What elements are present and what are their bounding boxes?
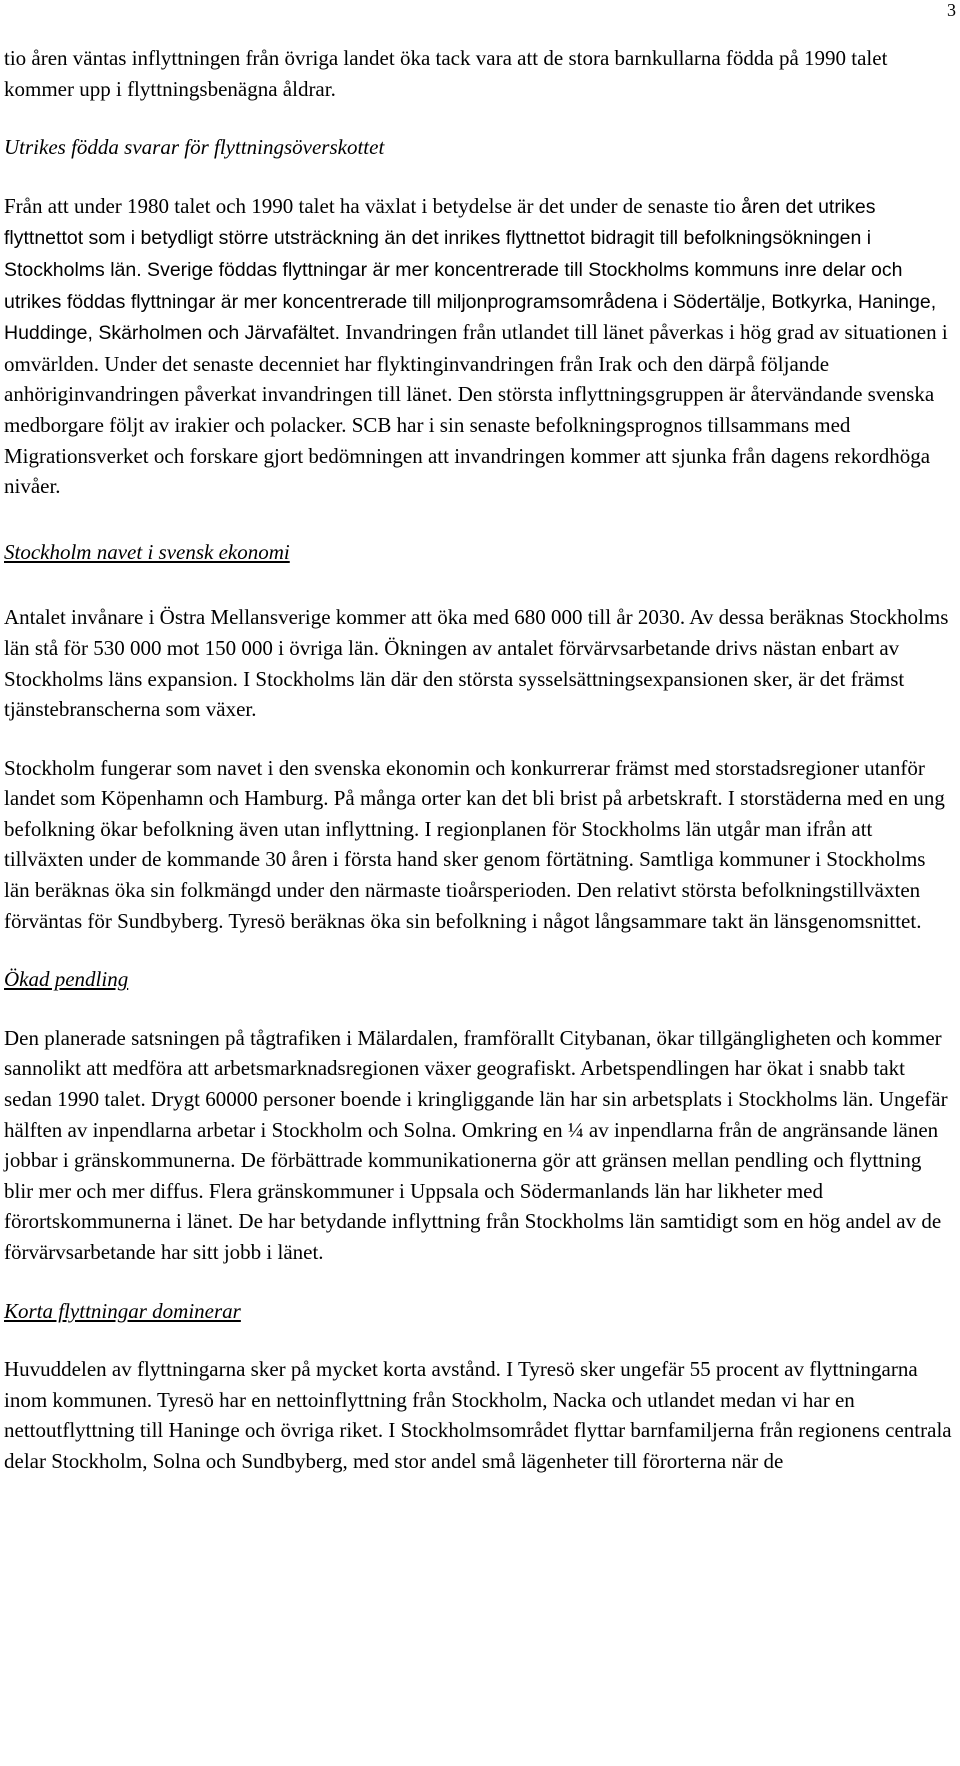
heading-korta-flyttningar: Korta flyttningar dominerar <box>4 1298 241 1323</box>
paragraph-utrikes-fodda <box>4 191 952 502</box>
paragraph-stockholm-2: Stockholm fungerar som navet i den svenska ekonomin och konkurrerar främst med storstadsregioner utanför landet som Köpenhamn och Hamburg. På många orter kan det bli brist på arbetskraft. I storstäderna med en ung befolkning ökar befolkning även utan inflyttning. I regionplanen för Stockholms län utgår man ifrån att tillväxten under de kommande 30 åren i första hand sker genom förtätning. Samtliga kommuner i Stockholms län beräknas öka sin folkmängd under den närmaste tioårsperioden. Den relativt största befolkningstillväxten förväntas för Sundbyberg. Tyresö beräknas öka sin befolkning i något långsammare takt än länsgenomsnittet. <box>4 755 945 933</box>
heading-stockholm-navet: Stockholm navet i svensk ekonomi <box>4 539 290 564</box>
paragraph-stockholm-1: Antalet invånare i Östra Mellansverige kommer att öka med 680 000 till år 2030. Av dessa beräknas Stockholms län stå för 530 000 mot 150 000 i övriga län. Ökningen av antalet förvärvsarbetande drivs nästan enbart av Stockholms läns expansion. I Stockholms län där den största sysselsättningsexpansionen sker, är det främst tjänstebranscherna som växer. <box>4 605 949 722</box>
intro-paragraph: tio åren väntas inflyttningen från övriga landet öka tack vara att de stora barnkullarna födda på 1990 talet kommer upp i flyttningsbenägna åldrar. <box>4 46 888 101</box>
heading-utrikes-fodda: Utrikes födda svarar för flyttningsöverskottet <box>4 135 385 160</box>
paragraph-pendling: Den planerade satsningen på tågtrafiken i Mälardalen, framförallt Citybanan, ökar tillgängligheten och kommer sannolikt att medföra att arbetsmarknadsregionen växer geografiskt. Arbetspendlingen har ökat i snabb takt sedan 1990 talet. Drygt 60000 personer boende i kringliggande län har sin arbetsplats i Stockholms län. Ungefär hälften av inpendlarna arbetar i Stockholm och Solna. Omkring en ¼ av inpendlarna från de angränsande länen jobbar i gränskommunerna. De förbättrade kommunikationerna gör att gränsen mellan pendling och flyttning blir mer och mer diffus. Flera gränskommuner i Uppsala och Södermanlands län har likheter med förortskommunerna i länet. De har betydande inflyttning från Stockholms län samtidigt som en hög andel av de förvärvsarbetande har sitt jobb i länet. <box>4 1025 948 1264</box>
paragraph-korta-flyttningar: Huvuddelen av flyttningarna sker på mycket korta avstånd. I Tyresö sker ungefär 55 procent av flyttningarna inom kommunen. Tyresö har en nettoinflyttning från Stockholm, Nacka och utlandet medan vi har en nettoutflyttning till Haninge och övriga riket. I Stockholmsområdet flyttar barnfamiljerna från regionens centrala delar Stockholm, Solna och Sundbyberg, med stor andel små lägenheter till förorterna när de <box>4 1357 952 1473</box>
paragraph-lead-text: Från att under 1980 talet och 1990 talet ha växlat i betydelse är det under de senaste tio <box>4 193 736 218</box>
paragraph-sans-text: åren det utrikes flyttnettot som i betydligt större utsträckning än det inrikes flyttnettot bidragit till befolkningsökningen i Stockholms län. Sverige föddas flyttningar är mer koncentrerade till Stockholms kommuns inre delar och utrikes föddas flyttningar är mer koncentrerade till miljonprogramsområdena i Södertälje, Botkyrka, Haninge, Huddinge, Skärholmen och Järvafältet. <box>4 195 937 345</box>
paragraph-rest-text: Invandringen från utlandet till länet påverkas i hög grad av situationen i omvärlden. Under det senaste decenniet har flyktinginvandringen från Irak och den därpå följande anhöriginvandringen påverkat invandringen till länet. Den största inflyttningsgruppen är återvändande svenska medborgare följt av irakier och polacker. SCB har i sin senaste befolkningsprognos tillsammans med Migrationsverket och forskare gjort bedömningen att invandringen kommer att sjunka från dagens rekordhöga nivåer. <box>4 320 948 499</box>
document-body <box>4 43 952 1477</box>
page-number: 3 <box>947 0 956 20</box>
heading-okad-pendling: Ökad pendling <box>4 967 129 992</box>
